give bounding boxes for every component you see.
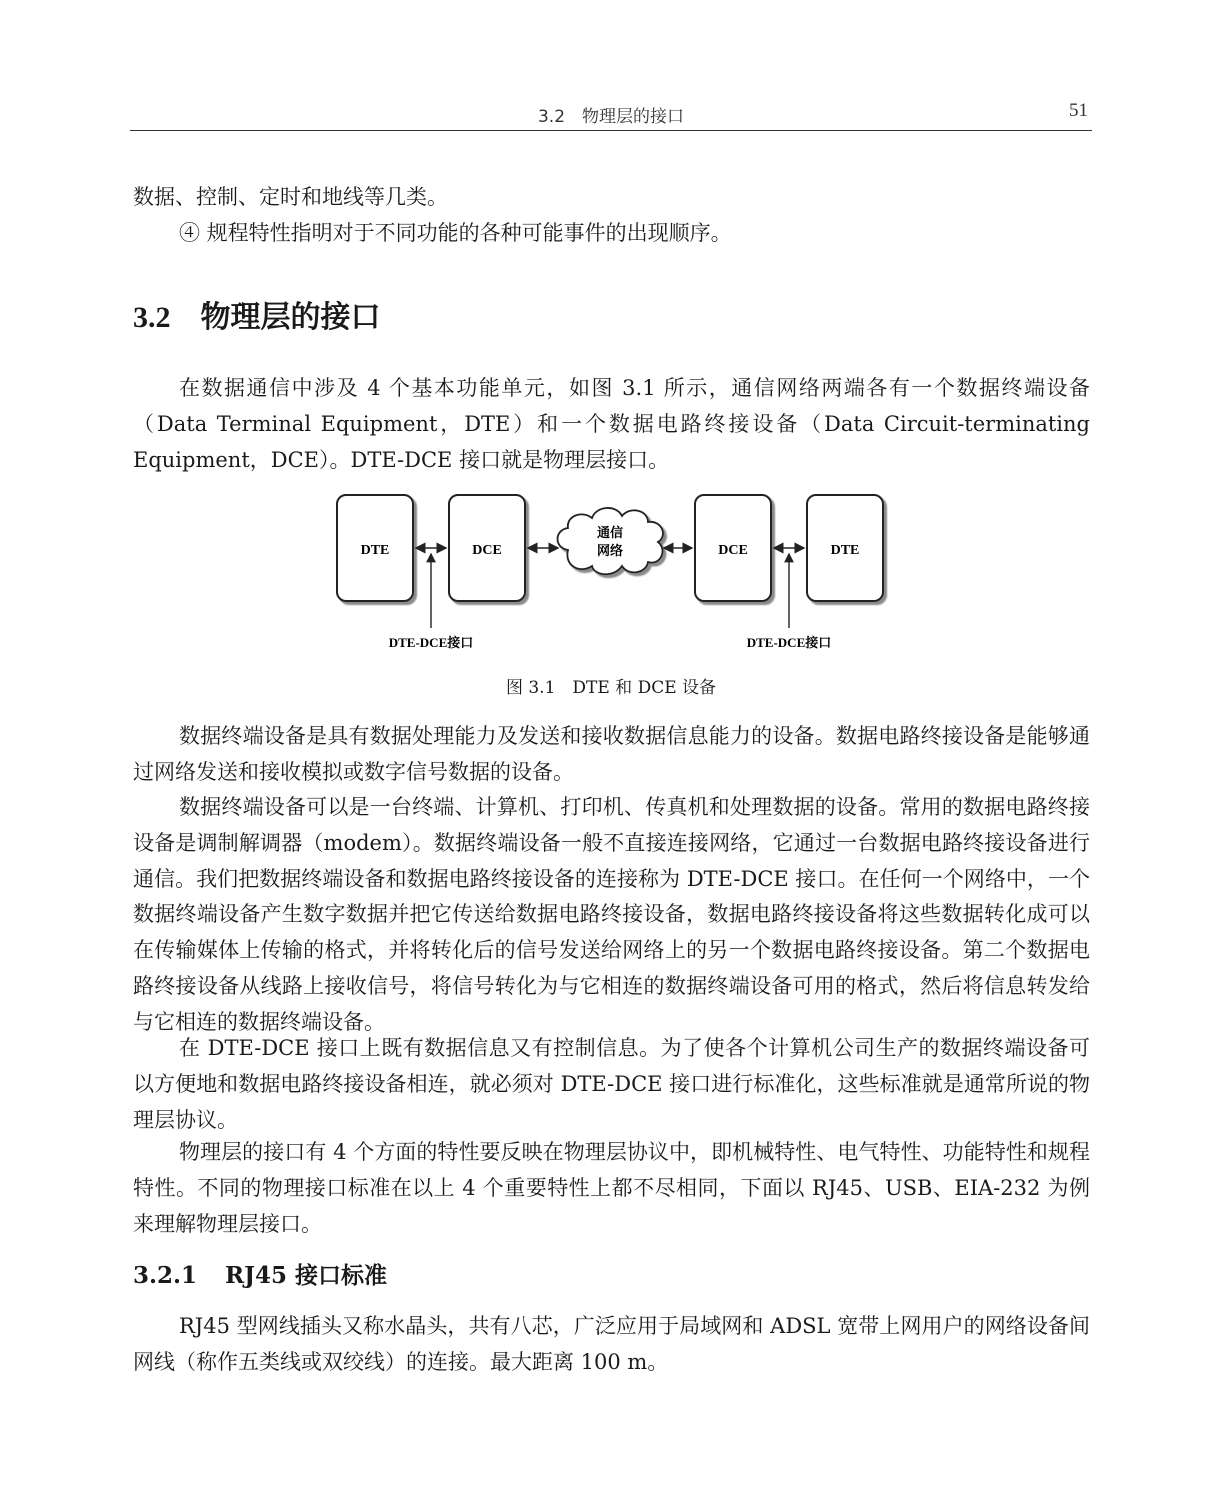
figure-dte-dce <box>330 488 900 658</box>
cloud-network <box>558 508 663 574</box>
paragraph-4: 物理层的接口有 4 个方面的特性要反映在物理层协议中，即机械特性、电气特性、功能特性和规程特性。不同的物理接口标准在以上 4 个重要特性上都不尽相同，下面以 RJ45、USB、EIA-232 为例来理解物理层接口。 <box>133 1140 1090 1236</box>
box-dte-right-label: DTE <box>830 543 860 558</box>
cloud-label-line1: 通信 <box>596 526 624 541</box>
section-title: 物理层的接口 <box>200 300 381 335</box>
subsection-number: 3.2.1 <box>133 1262 198 1289</box>
cloud-label-line2: 网络 <box>596 544 624 559</box>
page-header <box>130 100 1092 131</box>
paragraph-5: RJ45 型网线插头又称水晶头，共有八芯，广泛应用于局域网和 ADSL 宽带上网用户的网络设备间网线（称作五类线或双绞线）的连接。最大距离 100 m。 <box>133 1314 1090 1374</box>
dte-dce-diagram <box>330 488 900 658</box>
paragraph-2: 数据终端设备可以是一台终端、计算机、打印机、传真机和处理数据的设备。常用的数据电路终接设备是调制解调器（modem）。数据终端设备一般不直接连接网络，它通过一台数据电路终接设备进行通信。我们把数据终端设备和数据电路终接设备的连接称为 DTE-DCE 接口。在任何一个网络中，一个数据终端设备产生数字数据并把它传送给数据电路终接设备，数据电路终接设备将这些数据转化成可以在传输媒体上传输的格式，并将转化后的信号发送给网络上的另一个数据电路终接设备。第二个数据电路终接设备从线路上接收信号，将信号转化为与它相连的数据终端设备可用的格式，然后将信息转发给与它相连的数据终端设备。 <box>133 795 1090 1034</box>
box-dce-right-label: DCE <box>718 543 748 558</box>
box-dte-left-label: DTE <box>360 543 390 558</box>
box-dce-left <box>449 495 525 601</box>
page-number: 51 <box>1069 100 1088 121</box>
paragraph-3: 在 DTE-DCE 接口上既有数据信息又有控制信息。为了使各个计算机公司生产的数据终端设备可以方便地和数据电路终接设备相连，就必须对 DTE-DCE 接口进行标准化，这些标准就是通常所说的物理层协议。 <box>133 1036 1090 1132</box>
section-number: 3.2 <box>133 301 171 334</box>
paragraph-1: 数据终端设备是具有数据处理能力及发送和接收数据信息能力的设备。数据电路终接设备是能够通过网络发送和接收模拟或数字信号数据的设备。 <box>133 724 1090 784</box>
paragraph-item-4: ④ 规程特性指明对于不同功能的各种可能事件的出现顺序。 <box>179 221 732 245</box>
paragraph-intro: 在数据通信中涉及 4 个基本功能单元，如图 3.1 所示，通信网络两端各有一个数据终端设备（Data Terminal Equipment，DTE）和一个数据电路终接设备（Data Circuit-terminating Equipment，DCE）。DTE-DCE 接口就是物理层接口。 <box>133 376 1090 472</box>
box-dce-right <box>695 495 771 601</box>
label-right-interface: DTE-DCE接口 <box>746 635 832 650</box>
running-title: 3.2 物理层的接口 <box>537 107 685 127</box>
paragraph-continued: 数据、控制、定时和地线等几类。 <box>133 185 448 209</box>
box-dte-right <box>807 495 883 601</box>
box-dte-left <box>337 495 413 601</box>
box-dce-left-label: DCE <box>472 543 502 558</box>
label-left-interface: DTE-DCE接口 <box>388 635 474 650</box>
figure-caption: 图 3.1 DTE 和 DCE 设备 <box>505 678 717 698</box>
section-heading <box>133 292 381 336</box>
subsection-title: RJ45 接口标准 <box>225 1262 388 1289</box>
subsection-heading <box>133 1257 387 1290</box>
